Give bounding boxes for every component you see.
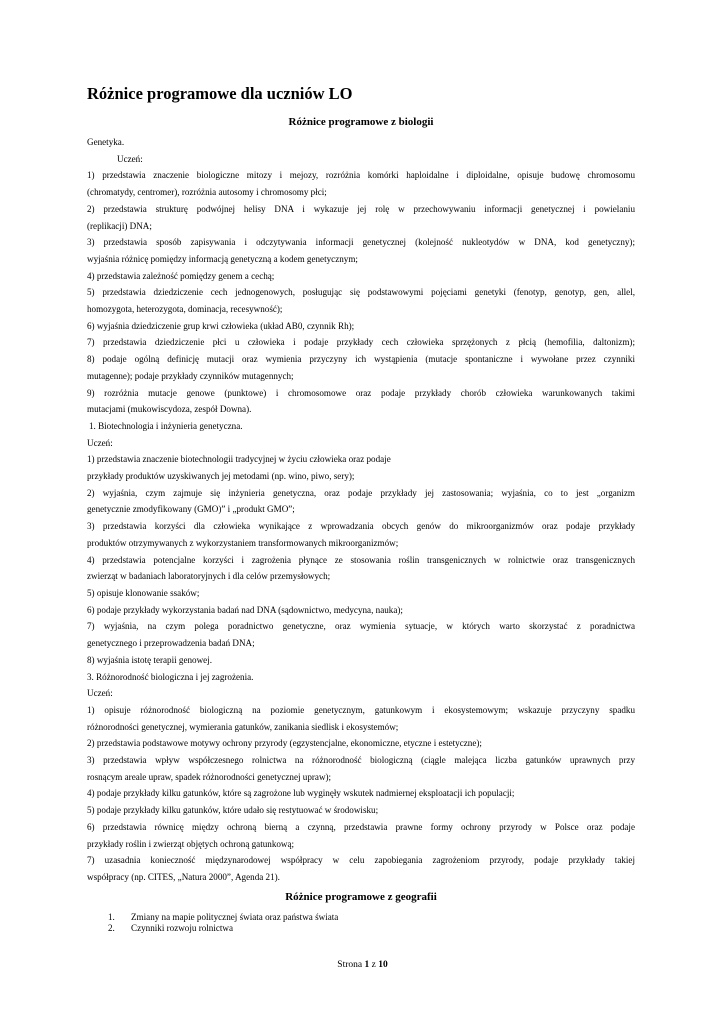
paragraph-line: 3) przedstawia korzyści dla człowieka wynikające z wprowadzania obcych genów do mikroorganizmów oraz podaje przykłady bbox=[87, 521, 635, 532]
paragraph-line: 1) przedstawia znaczenie biologiczne mitozy i mejozy, rozróżnia komórki haploidalne i diploidalne, opisuje budowę chromosomu bbox=[87, 170, 635, 181]
biology-section-title: Różnice programowe z biologii bbox=[288, 116, 434, 128]
paragraph-line: 2) przedstawia strukturę podwójnej helisy DNA i wykazuje jej rolę w przechowywaniu informacji genetycznej i powielaniu bbox=[87, 203, 635, 214]
total-pages: 10 bbox=[378, 960, 388, 970]
paragraph-line: 9) rozróżnia mutacje genowe (punktowe) i chromosomowe oraz podaje przykłady chorób człowieka warunkowanych takimi bbox=[87, 387, 635, 398]
paragraph-line: 6) przedstawia równicę między ochroną bierną a czynną, przedstawia prawne formy ochrony przyrody w Polsce oraz podaje bbox=[87, 821, 635, 832]
paragraph-line: 8) podaje ogólną definicję mutacji oraz wymienia przyczyny ich wystąpienia (mutacje spontaniczne i wywołane przez czynniki bbox=[87, 354, 635, 365]
footer-separator: z bbox=[371, 960, 376, 970]
list-item-number: 1. bbox=[108, 911, 115, 922]
geography-section-title: Różnice programowe z geografii bbox=[285, 890, 437, 903]
paragraph-line: 3) przedstawia sposób zapisywania i odczytywania informacji genetycznej (kolejność nukleotydów w DNA, kod genetyczny); bbox=[87, 237, 635, 248]
biology-section bbox=[87, 134, 635, 886]
paragraph-line: mutagenne); podaje przykłady czynników mutagennych; bbox=[87, 370, 294, 381]
paragraph-line: 8) wyjaśnia istotę terapii genowej. bbox=[87, 654, 213, 665]
subsection-heading: 1. Biotechnologia i inżynieria genetyczna. bbox=[89, 420, 243, 431]
paragraph-line: genetycznego i przeprowadzenia badań DNA; bbox=[87, 638, 255, 649]
paragraph-line: Uczeń: bbox=[117, 153, 143, 164]
geography-list bbox=[87, 912, 635, 934]
footer-label: Strona bbox=[337, 960, 363, 970]
document-page bbox=[87, 84, 635, 934]
paragraph-line: 2) przedstawia podstawowe motywy ochrony przyrody (egzystencjalne, ekonomiczne, etyczne i estetyczne); bbox=[87, 738, 482, 749]
paragraph-line: Uczeń: bbox=[87, 688, 113, 699]
paragraph-line: 4) przedstawia zależność pomiędzy genem a cechą; bbox=[87, 270, 275, 281]
paragraph-line: wyjaśnia różnicę pomiędzy informacją genetyczną a kodem genetycznym; bbox=[87, 253, 358, 264]
paragraph-line: 3) przedstawia wpływ współczesnego rolnictwa na różnorodność biologiczną (ciągle malejąca liczba gatunków uprawnych przy bbox=[87, 755, 635, 766]
paragraph-line: Genetyka. bbox=[87, 137, 125, 147]
paragraph-line: przykłady roślin i zwierząt objętych ochroną gatunkową; bbox=[87, 838, 295, 849]
page-heading: Różnice programowe dla uczniów LO bbox=[87, 84, 353, 103]
paragraph-line: mutacjami (mukowiscydoza, zespół Downa). bbox=[87, 404, 252, 415]
paragraph-line: 6) podaje przykłady wykorzystania badań nad DNA (sądownictwo, medycyna, nauka); bbox=[87, 604, 403, 615]
paragraph-line: 7) uzasadnia konieczność międzynarodowej współpracy w celu zapobiegania zagrożeniom przyrody, podaje przykłady takiej bbox=[87, 855, 635, 866]
list-item-text: Czynniki rozwoju rolnictwa bbox=[131, 922, 234, 933]
list-item-text: Zmiany na mapie politycznej świata oraz państwa świata bbox=[131, 911, 339, 922]
list-item bbox=[87, 912, 635, 923]
paragraph-line: 1) przedstawia znaczenie biotechnologii tradycyjnej w życiu człowieka oraz podaje bbox=[87, 454, 391, 465]
paragraph-line: (replikacji) DNA; bbox=[87, 220, 152, 231]
paragraph-line: produktów otrzymywanych z wykorzystaniem transformowanych mikroorganizmów; bbox=[87, 537, 399, 548]
paragraph-line: zwierząt w badaniach laboratoryjnych i dla celów przemysłowych; bbox=[87, 571, 331, 582]
paragraph-line: 7) wyjaśnia, na czym polega poradnictwo genetyczne, oraz wymienia sytuacje, w których warto skorzystać z poradnictwa bbox=[87, 621, 635, 632]
paragraph-line: 6) wyjaśnia dziedziczenie grup krwi człowieka (układ AB0, czynnik Rh); bbox=[87, 320, 355, 331]
paragraph-line: 5) przedstawia dziedziczenie cech jednogenowych, posługując się podstawowymi pojęciami genetyki (fenotyp, genotyp, gen, allel, bbox=[87, 287, 635, 298]
paragraph-line: genetycznie zmodyfikowany (GMO)” i „produkt GMO”; bbox=[87, 504, 295, 515]
paragraph-line: homozygota, heterozygota, dominacja, recesywność); bbox=[87, 304, 283, 315]
paragraph-line: 5) opisuje klonowanie ssaków; bbox=[87, 587, 200, 598]
list-item bbox=[87, 923, 635, 934]
paragraph-line: współpracy (np. CITES, „Natura 2000”, Agenda 21). bbox=[87, 871, 280, 882]
subsection-heading: 3. Różnorodność biologiczna i jej zagrożenia. bbox=[87, 671, 254, 682]
paragraph-line: (chromatydy, centromer), rozróżnia autosomy i chromosomy płci; bbox=[87, 187, 327, 198]
paragraph-line: 4) przedstawia potencjalne korzyści i zagrożenia płynące ze stosowania roślin transgenicznych w rolnictwie oraz transgenicznych bbox=[87, 554, 635, 565]
paragraph-line: przykłady produktów uzyskiwanych jej metodami (np. wino, piwo, sery); bbox=[87, 471, 355, 482]
page-footer bbox=[0, 959, 725, 971]
paragraph-line: rosnącym areale upraw, spadek różnorodności genetycznej upraw); bbox=[87, 771, 332, 782]
paragraph-line: 2) wyjaśnia, czym zajmuje się inżynieria genetyczna, oraz podaje przykłady jej zastosowania; wyjaśnia, co to jest „organizm bbox=[87, 487, 635, 498]
list-item-number: 2. bbox=[108, 922, 115, 933]
paragraph-line: 5) podaje przykłady kilku gatunków, które udało się restytuować w środowisku; bbox=[87, 805, 379, 816]
paragraph-line: różnorodności genetycznej, wymierania gatunków, zanikania siedlisk i ekosystemów; bbox=[87, 721, 399, 732]
paragraph-line: 4) podaje przykłady kilku gatunków, które są zagrożone lub wyginęły wskutek nadmiernej eksploatacji ich populacji; bbox=[87, 788, 515, 799]
paragraph-line: 1) opisuje różnorodność biologiczną na poziomie genetycznym, gatunkowym i ekosystemowym; wskazuje przyczyny spadku bbox=[87, 704, 635, 715]
current-page-number: 1 bbox=[364, 960, 370, 970]
paragraph-line: 7) przedstawia dziedziczenie płci u człowieka i podaje przykłady cech człowieka sprzężonych z płcią (hemofilia, daltonizm); bbox=[87, 337, 635, 348]
paragraph-line: Uczeń: bbox=[87, 437, 113, 448]
